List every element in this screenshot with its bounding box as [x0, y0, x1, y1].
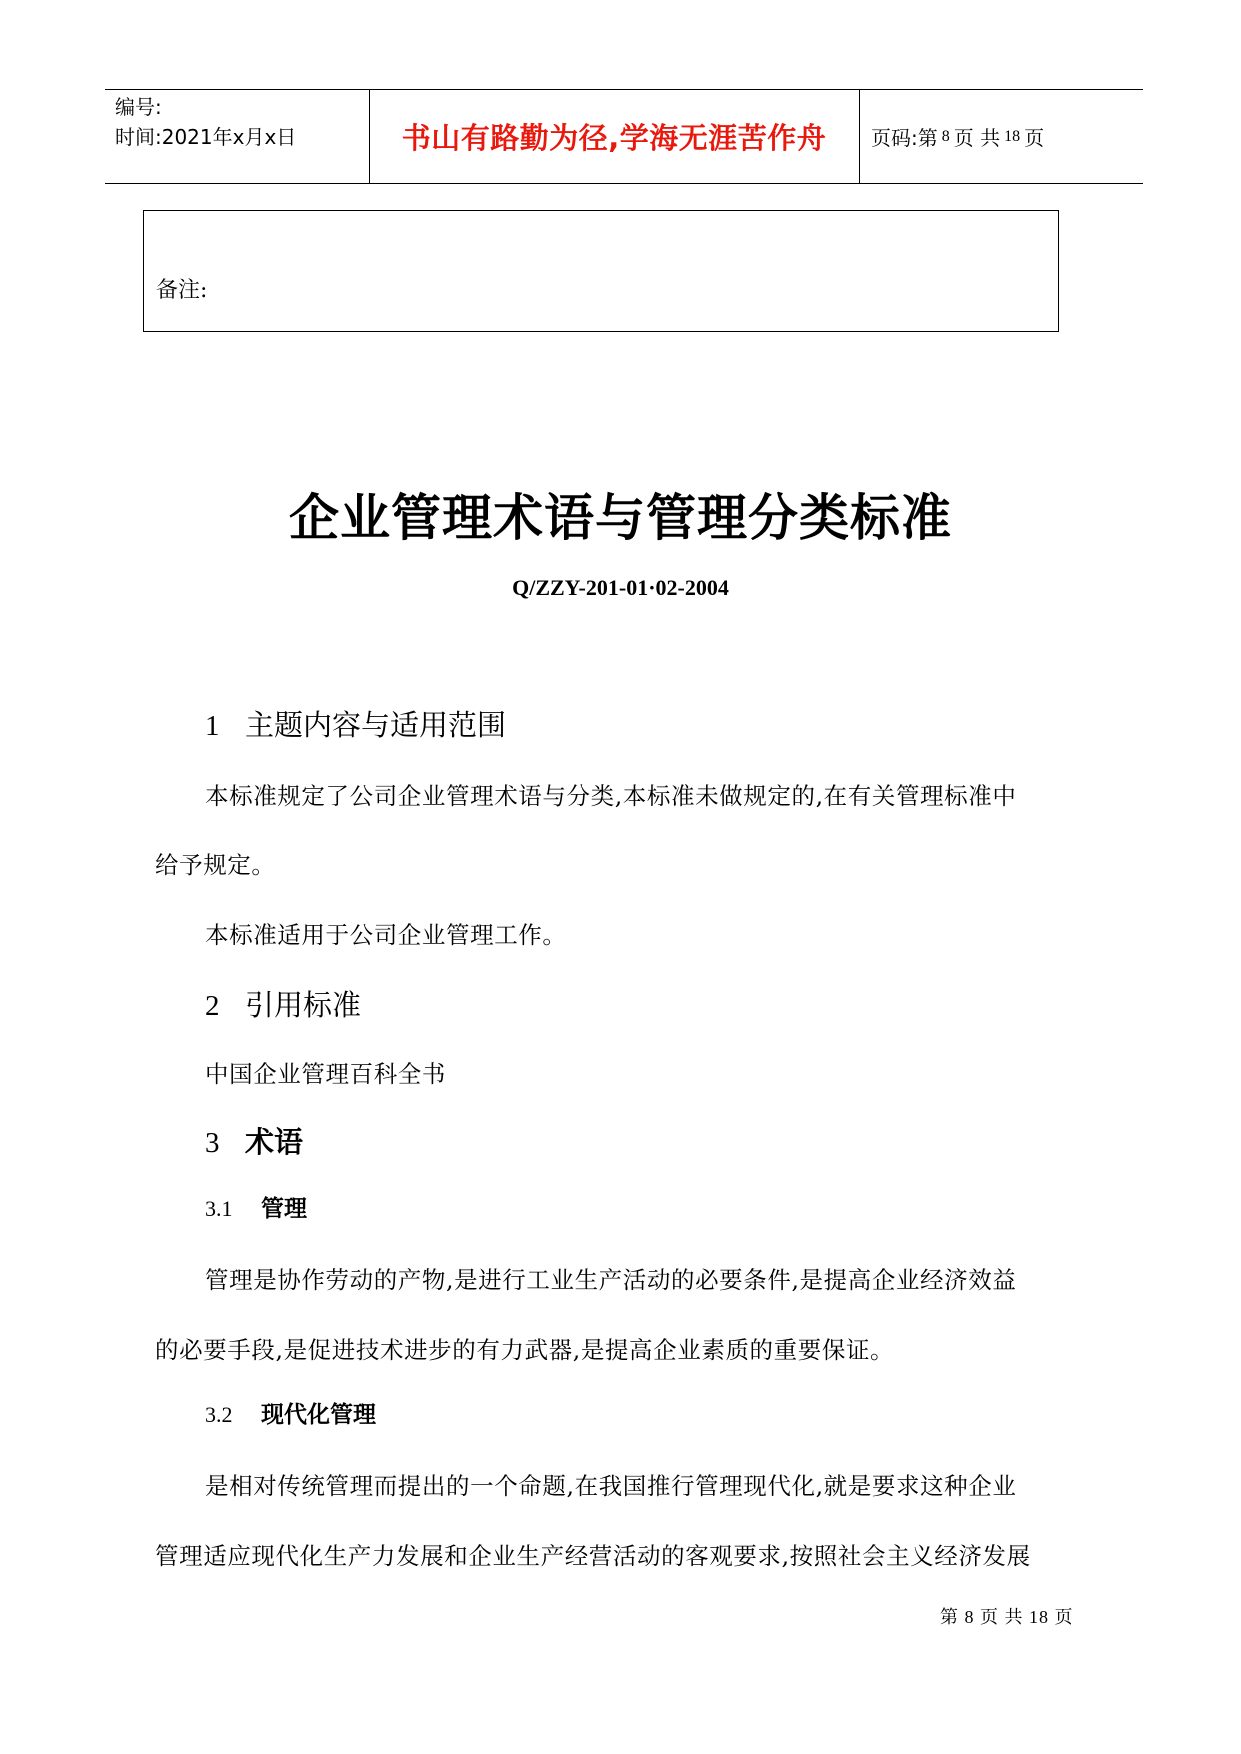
section-title: 引用标准: [245, 988, 362, 1022]
section-number: 3: [205, 1127, 220, 1159]
page-header: [105, 89, 1143, 184]
paragraph-line: 管理适应现代化生产力发展和企业生产经营活动的客观要求,按照社会主义经济发展: [155, 1542, 1031, 1570]
paragraph-line: 本标准规定了公司企业管理术语与分类,本标准未做规定的,在有关管理标准中: [205, 782, 1017, 810]
header-page-info: [871, 90, 1044, 183]
subsection-number: 3.2: [205, 1402, 233, 1427]
subsection-heading-3-2: [205, 1396, 376, 1429]
number-label: 编号:: [115, 95, 162, 119]
subsection-heading-3-1: [205, 1190, 307, 1223]
paragraph-line: 本标准适用于公司企业管理工作。: [205, 921, 567, 949]
section-number: 2: [205, 990, 220, 1022]
header-meta: [115, 92, 296, 152]
page-total: 18: [1004, 127, 1021, 145]
notes-box: [143, 210, 1059, 332]
paragraph-line: 中国企业管理百科全书: [205, 1060, 446, 1088]
section-number: 1: [205, 710, 220, 742]
section-heading-1: [205, 703, 506, 744]
header-motto: 书山有路勤为径,学海无涯苦作舟: [401, 121, 827, 155]
subsection-title: 现代化管理: [261, 1402, 376, 1428]
section-heading-3: [205, 1120, 303, 1161]
page-suffix: 页: [1024, 126, 1045, 150]
page-prefix: 页码:第: [871, 126, 938, 150]
notes-label: 备注:: [156, 278, 208, 303]
document-title: 企业管理术语与管理分类标准: [289, 489, 952, 547]
paragraph-line: 是相对传统管理而提出的一个命题,在我国推行管理现代化,就是要求这种企业: [205, 1472, 1017, 1500]
paragraph-line: 管理是协作劳动的产物,是进行工业生产活动的必要条件,是提高企业经济效益: [205, 1266, 1017, 1294]
page-mid: 页 共: [953, 126, 1001, 150]
subsection-title: 管理: [261, 1196, 307, 1222]
page-current: 8: [941, 127, 950, 145]
paragraph-line: 给予规定。: [155, 851, 276, 879]
document-code: Q/ZZY-201-01·02-2004: [512, 575, 729, 600]
time-label: 时间:2021年x月x日: [115, 125, 297, 149]
section-heading-2: [205, 983, 361, 1024]
section-title: 主题内容与适用范围: [245, 708, 507, 742]
subsection-number: 3.1: [205, 1196, 233, 1221]
page-footer: 第 8 页 共 18 页: [940, 1607, 1074, 1627]
paragraph-line: 的必要手段,是促进技术进步的有力武器,是提高企业素质的重要保证。: [155, 1336, 895, 1364]
header-divider: [859, 90, 860, 183]
section-title: 术语: [245, 1125, 304, 1159]
